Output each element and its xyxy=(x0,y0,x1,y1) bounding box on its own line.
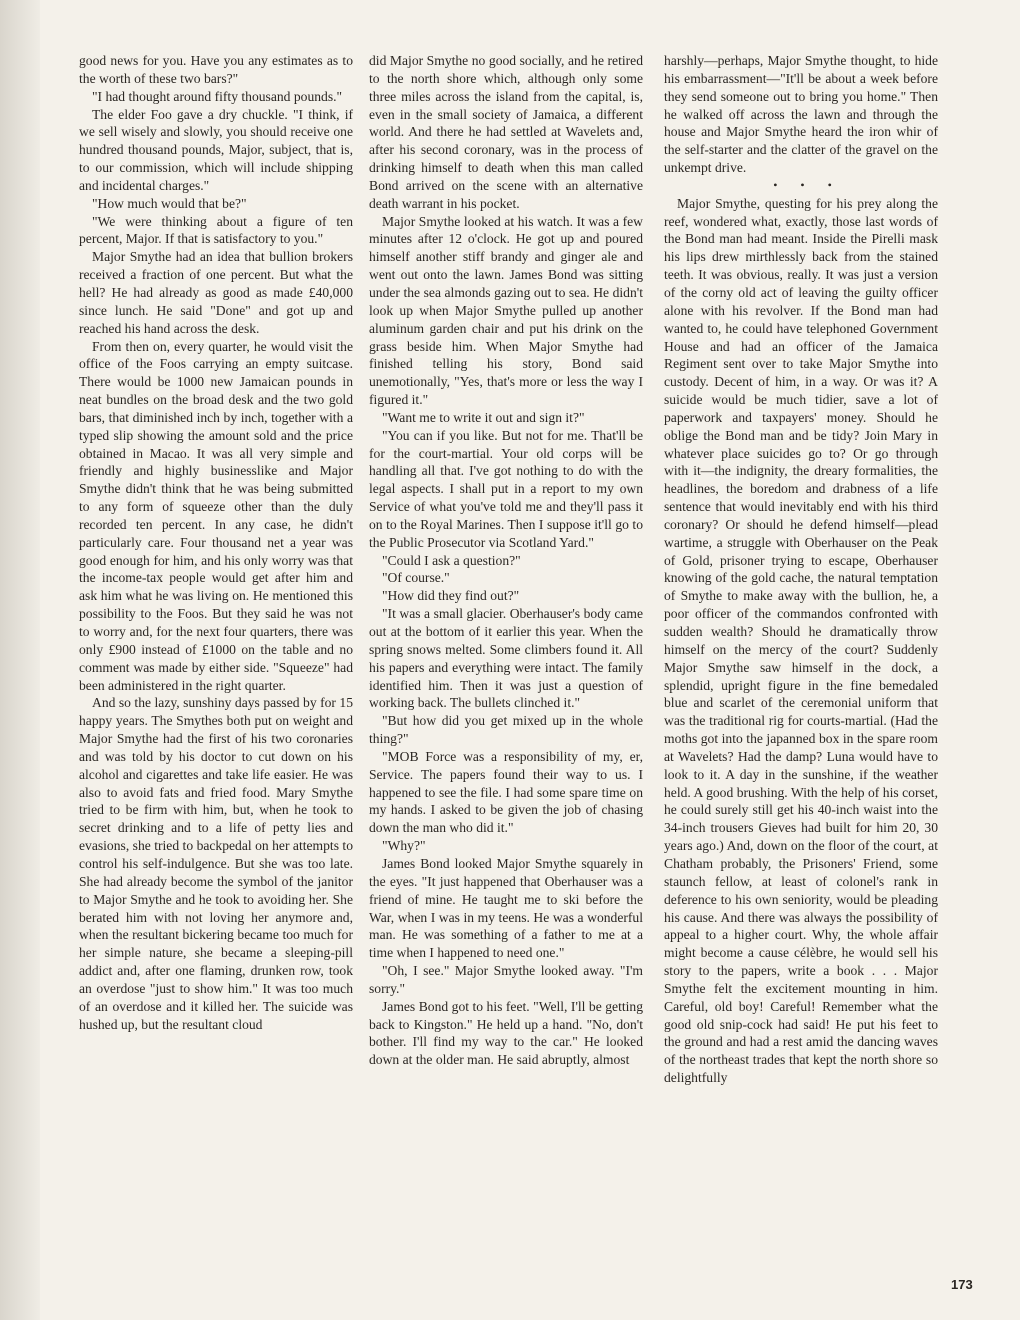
paragraph: "It was a small glacier. Oberhauser's body came out at the bottom of it earlier this year. When the spring snows melted. Some climbers found it. All his papers and everything were intact. The family identified him. Then it was just a question of working back. The bullets clinched it." xyxy=(369,606,643,711)
paragraph: good news for you. Have you any estimates as to the worth of these two bars?" xyxy=(79,53,353,86)
section-break: • • • xyxy=(773,177,842,192)
paragraph: "Oh, I see." Major Smythe looked away. "I'm sorry." xyxy=(369,963,643,996)
text-column-3 xyxy=(664,52,938,1087)
paragraph: "I had thought around fifty thousand pounds." xyxy=(92,88,343,104)
paragraph: And so the lazy, sunshiny days passed by for 15 happy years. The Smythes both put on weight and Major Smythe had the first of his two coronaries and was told by his doctor to cut down on his alcohol and cigarettes and take life easier. He was also to avoid fats and fried food. Mary Smythe tried to be firm with him, but, when he took to secret drinking and to a life of petty lies and evasions, she tried to backpedal on her attempts to control his self-indulgence. But she was too late. She had already become the symbol of the janitor to Major Smythe and he took to avoiding her. She berated him with not loving her anymore and, when the resultant bickering became too much for her simple nature, she became a sleeping-pill addict and, after one flaming, drunken row, took an overdose "just to show him." It was too much of an overdose and it killed her. The suicide was hushed up, but the resultant cloud xyxy=(79,695,353,1032)
page-number: 173 xyxy=(951,1277,973,1292)
paragraph: "We were thinking about a figure of ten percent, Major. If that is satisfactory to you." xyxy=(79,213,353,247)
paragraph: The elder Foo gave a dry chuckle. "I think, if we sell wisely and slowly, you should receive one hundred thousand pounds, Major, subject, that is, to our commission, which will include shipping and incidental charges." xyxy=(79,106,353,193)
paragraph: "Could I ask a question?" xyxy=(382,552,521,568)
text-column-1 xyxy=(79,52,353,1033)
paragraph: "Of course." xyxy=(382,570,450,586)
paragraph: "Want me to write it out and sign it?" xyxy=(382,409,585,425)
paragraph: Major Smythe had an idea that bullion brokers received a fraction of one percent. But what the hell? He had already as good as made £40,000 since lunch. He said "Done" and got up and reached his hand across the desk. xyxy=(79,249,353,336)
paragraph: James Bond got to his feet. "Well, I'll be getting back to Kingston." He held up a hand. "No, don't bother. I'll find my way to the car." He looked down at the older man. He said abruptly, almost xyxy=(369,998,643,1068)
paragraph: "MOB Force was a responsibility of my, er, Service. The papers found their way to us. I happened to see the file. I had some spare time on my hands. I asked to be given the job of chasing down the man who did it." xyxy=(369,748,643,836)
text-column-2 xyxy=(369,52,643,1069)
paragraph: "Why?" xyxy=(382,838,426,854)
page-gutter-shadow xyxy=(0,0,40,1320)
paragraph: "How did they find out?" xyxy=(382,588,520,604)
paragraph: Major Smythe, questing for his prey along the reef, wondered what, exactly, those last words of the Bond man had meant. Inside the Pirelli mask his lips drew mirthlessly back from the stained teeth. It was obvious, really. It was just a version of the corny old act of leaving the guilty officer alone with his revolver. If the Bond man had wanted to, he could have telephoned Government House and had an officer of the Jamaica Regiment sent over to take Major Smythe into custody. Decent of him, in a way. Or was it? A suicide would be much tidier, save a lot of paperwork and taxpayers' money. Should he oblige the Bond man and be tidy? Join Mary in whatever place suicides go to? Or go through with it—the indignity, the dreary formalities, the headlines, the boredom and drabness of a life sentence that would inevitably end with his third coronary? Or should he defend himself—plead wartime, a struggle with Oberhauser on the Peak of Gold, prisoner trying to escape, Oberhauser knowing of the gold cache, the natural temptation of Smythe to make away with the bullion, he, a poor officer of the commandos confronted with sudden wealth? Should he dramatically throw himself on the mercy of the court? Suddenly Major Smythe saw himself in the dock, a splendid, upright figure in the fine bemedaled blue and scarlet of the ceremonial uniform that was the traditional rig for courts-martial. (Had the moths got into the japanned box in the spare room at Wavelets? Had the damp? Luna would have to look to it. A day in the sunshine, if the weather held. A good brushing. With the help of his corset, he could surely still get his 40-inch waist into the 34-inch trousers Gieves had built for him 20, 30 years ago.) And, down on the floor of the court, at Chatham probably, the Prisoners' Friend, some staunch fellow, at least of colonel's rank in deference to his own seniority, would be pleading his cause. And there was always the possibility of appeal to a higher court. Why, the whole affair might become a cause célèbre, he would sell his story to the papers, write a book . . . Major Smythe felt the excitement mounting in him. Careful, old boy! Careful! Remember what the good old snip-cock had said! He put his feet to the ground and had a rest amid the dancing waves of the northeast trades that kept the north shore so delightfully xyxy=(664,195,938,1086)
paragraph: Major Smythe looked at his watch. It was a few minutes after 12 o'clock. He got up and poured himself another stiff brandy and ginger ale and went out onto the lawn. James Bond was sitting under the sea almonds gazing out to sea. He didn't look up when Major Smythe pulled up another aluminum garden chair and put his drink on the grass beside him. When Major Smythe had finished telling his story, Bond said unemotionally, "Yes, that's more or less the way I figured it." xyxy=(369,213,643,408)
paragraph: "But how did you get mixed up in the whole thing?" xyxy=(369,713,643,747)
paragraph: did Major Smythe no good socially, and he retired to the north shore which, although only some three miles across the island from the capital, is, even in the small society of Jamaica, a different world. And there he had settled at Wavelets and, after his second coronary, was in the process of drinking himself to death when this man called Bond arrived on the scene with an alternative death warrant in his pocket. xyxy=(369,53,643,211)
paragraph: "You can if you like. But not for me. That'll be for the court-martial. Your old corps will be handling all that. I've got nothing to do with the legal aspects. I shall put in a report to my own Service of what you've told me and they'll pass it on to the Royal Marines. Then I suppose it'll go to the Public Prosecutor via Scotland Yard." xyxy=(369,427,643,550)
paragraph: harshly—perhaps, Major Smythe thought, to hide his embarrassment—"It'll be about a week before they send someone out to bring you home." Then he walked off across the lawn and through the house and Major Smythe heard the iron whir of the self-starter and the clatter of the gravel on the unkempt drive. xyxy=(664,53,938,176)
paragraph: "How much would that be?" xyxy=(92,195,247,211)
paragraph: James Bond looked Major Smythe squarely in the eyes. "It just happened that Oberhauser was a friend of mine. He taught me to ski before the War, when I was in my teens. He was a wonderful man. He was something of a father to me at a time when I happened to need one." xyxy=(369,855,643,961)
paragraph: From then on, every quarter, he would visit the office of the Foos carrying an empty suitcase. There would be 1000 new Jamaican pounds in neat bundles on the broad desk and the two gold bars, that diminished inch by inch, together with a typed slip showing the amount sold and the price obtained in Macao. It was all very simple and friendly and highly businesslike and Major Smythe didn't think that he was being submitted to any form of squeeze other than the duly recorded ten percent. In any case, he didn't particularly care. Four thousand net a year was good enough for him, and his only worry was that the income-tax people would get after him and ask him what he was living on. He mentioned this possibility to the Foos. But they said he was not to worry and, for the next four quarters, there was only £900 instead of £1000 on the table and no comment was made by either side. "Squeeze" had been administered in the right quarter. xyxy=(79,338,353,693)
